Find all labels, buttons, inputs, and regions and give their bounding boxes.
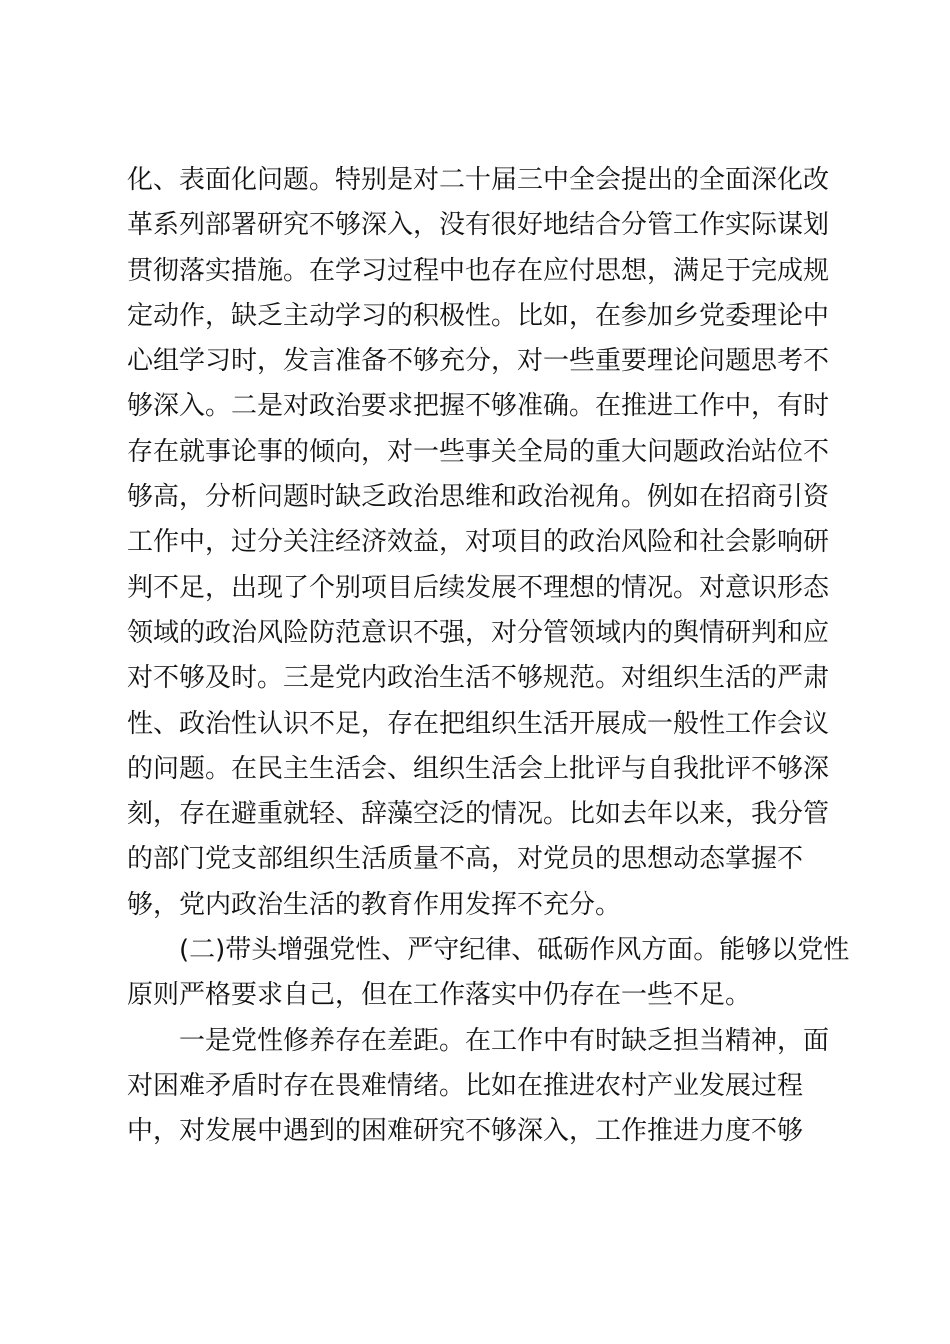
text-line: 心组学习时，发言准备不够充分，对一些重要理论问题思考不 [127, 346, 830, 377]
text-line: 够深入。二是对政治要求把握不够准确。在推进工作中，有时 [127, 391, 830, 422]
text-line: 性、政治性认识不足，存在把组织生活开展成一般性工作会议 [127, 708, 830, 739]
text-line: 刻，存在避重就轻、辞藻空泛的情况。比如去年以来，我分管 [127, 799, 830, 830]
text-line: 中，对发展中遇到的困难研究不够深入，工作推进力度不够 [127, 1116, 804, 1147]
section-heading-line: (二)带头增强党性、严守纪律、砥砺作风方面。能够以党性 [179, 935, 850, 966]
text-line: 对困难矛盾时存在畏难情绪。比如在推进农村产业发展过程 [127, 1070, 804, 1101]
text-line: 够高，分析问题时缺乏政治思维和政治视角。例如在招商引资 [127, 482, 830, 513]
text-line: 原则严格要求自己，但在工作落实中仍存在一些不足。 [127, 980, 752, 1011]
text-line: 判不足，出现了个别项目后续发展不理想的情况。对意识形态 [127, 572, 830, 603]
text-line: 革系列部署研究不够深入，没有很好地结合分管工作实际谋划 [127, 210, 830, 241]
text-line: 的问题。在民主生活会、组织生活会上批评与自我批评不够深 [127, 753, 830, 784]
text-line: 贯彻落实措施。在学习过程中也存在应付思想，满足于完成规 [127, 255, 830, 286]
text-line: 对不够及时。三是党内政治生活不够规范。对组织生活的严肃 [127, 663, 830, 694]
paragraph-start-line: 一是党性修养存在差距。在工作中有时缺乏担当精神，面 [179, 1025, 830, 1056]
text-line: 的部门党支部组织生活质量不高，对党员的思想动态掌握不 [127, 844, 804, 875]
text-line: 够，党内政治生活的教育作用发挥不充分。 [127, 889, 622, 920]
text-line: 工作中，过分关注经济效益，对项目的政治风险和社会影响研 [127, 527, 830, 558]
body-text [127, 158, 850, 1155]
text-line: 化、表面化问题。特别是对二十届三中全会提出的全面深化改 [127, 165, 830, 195]
text-line: 领域的政治风险防范意识不强，对分管领域内的舆情研判和应 [127, 617, 830, 648]
text-line: 存在就事论事的倾向，对一些事关全局的重大问题政治站位不 [127, 436, 830, 467]
text-line: 定动作，缺乏主动学习的积极性。比如，在参加乡党委理论中 [127, 300, 830, 331]
